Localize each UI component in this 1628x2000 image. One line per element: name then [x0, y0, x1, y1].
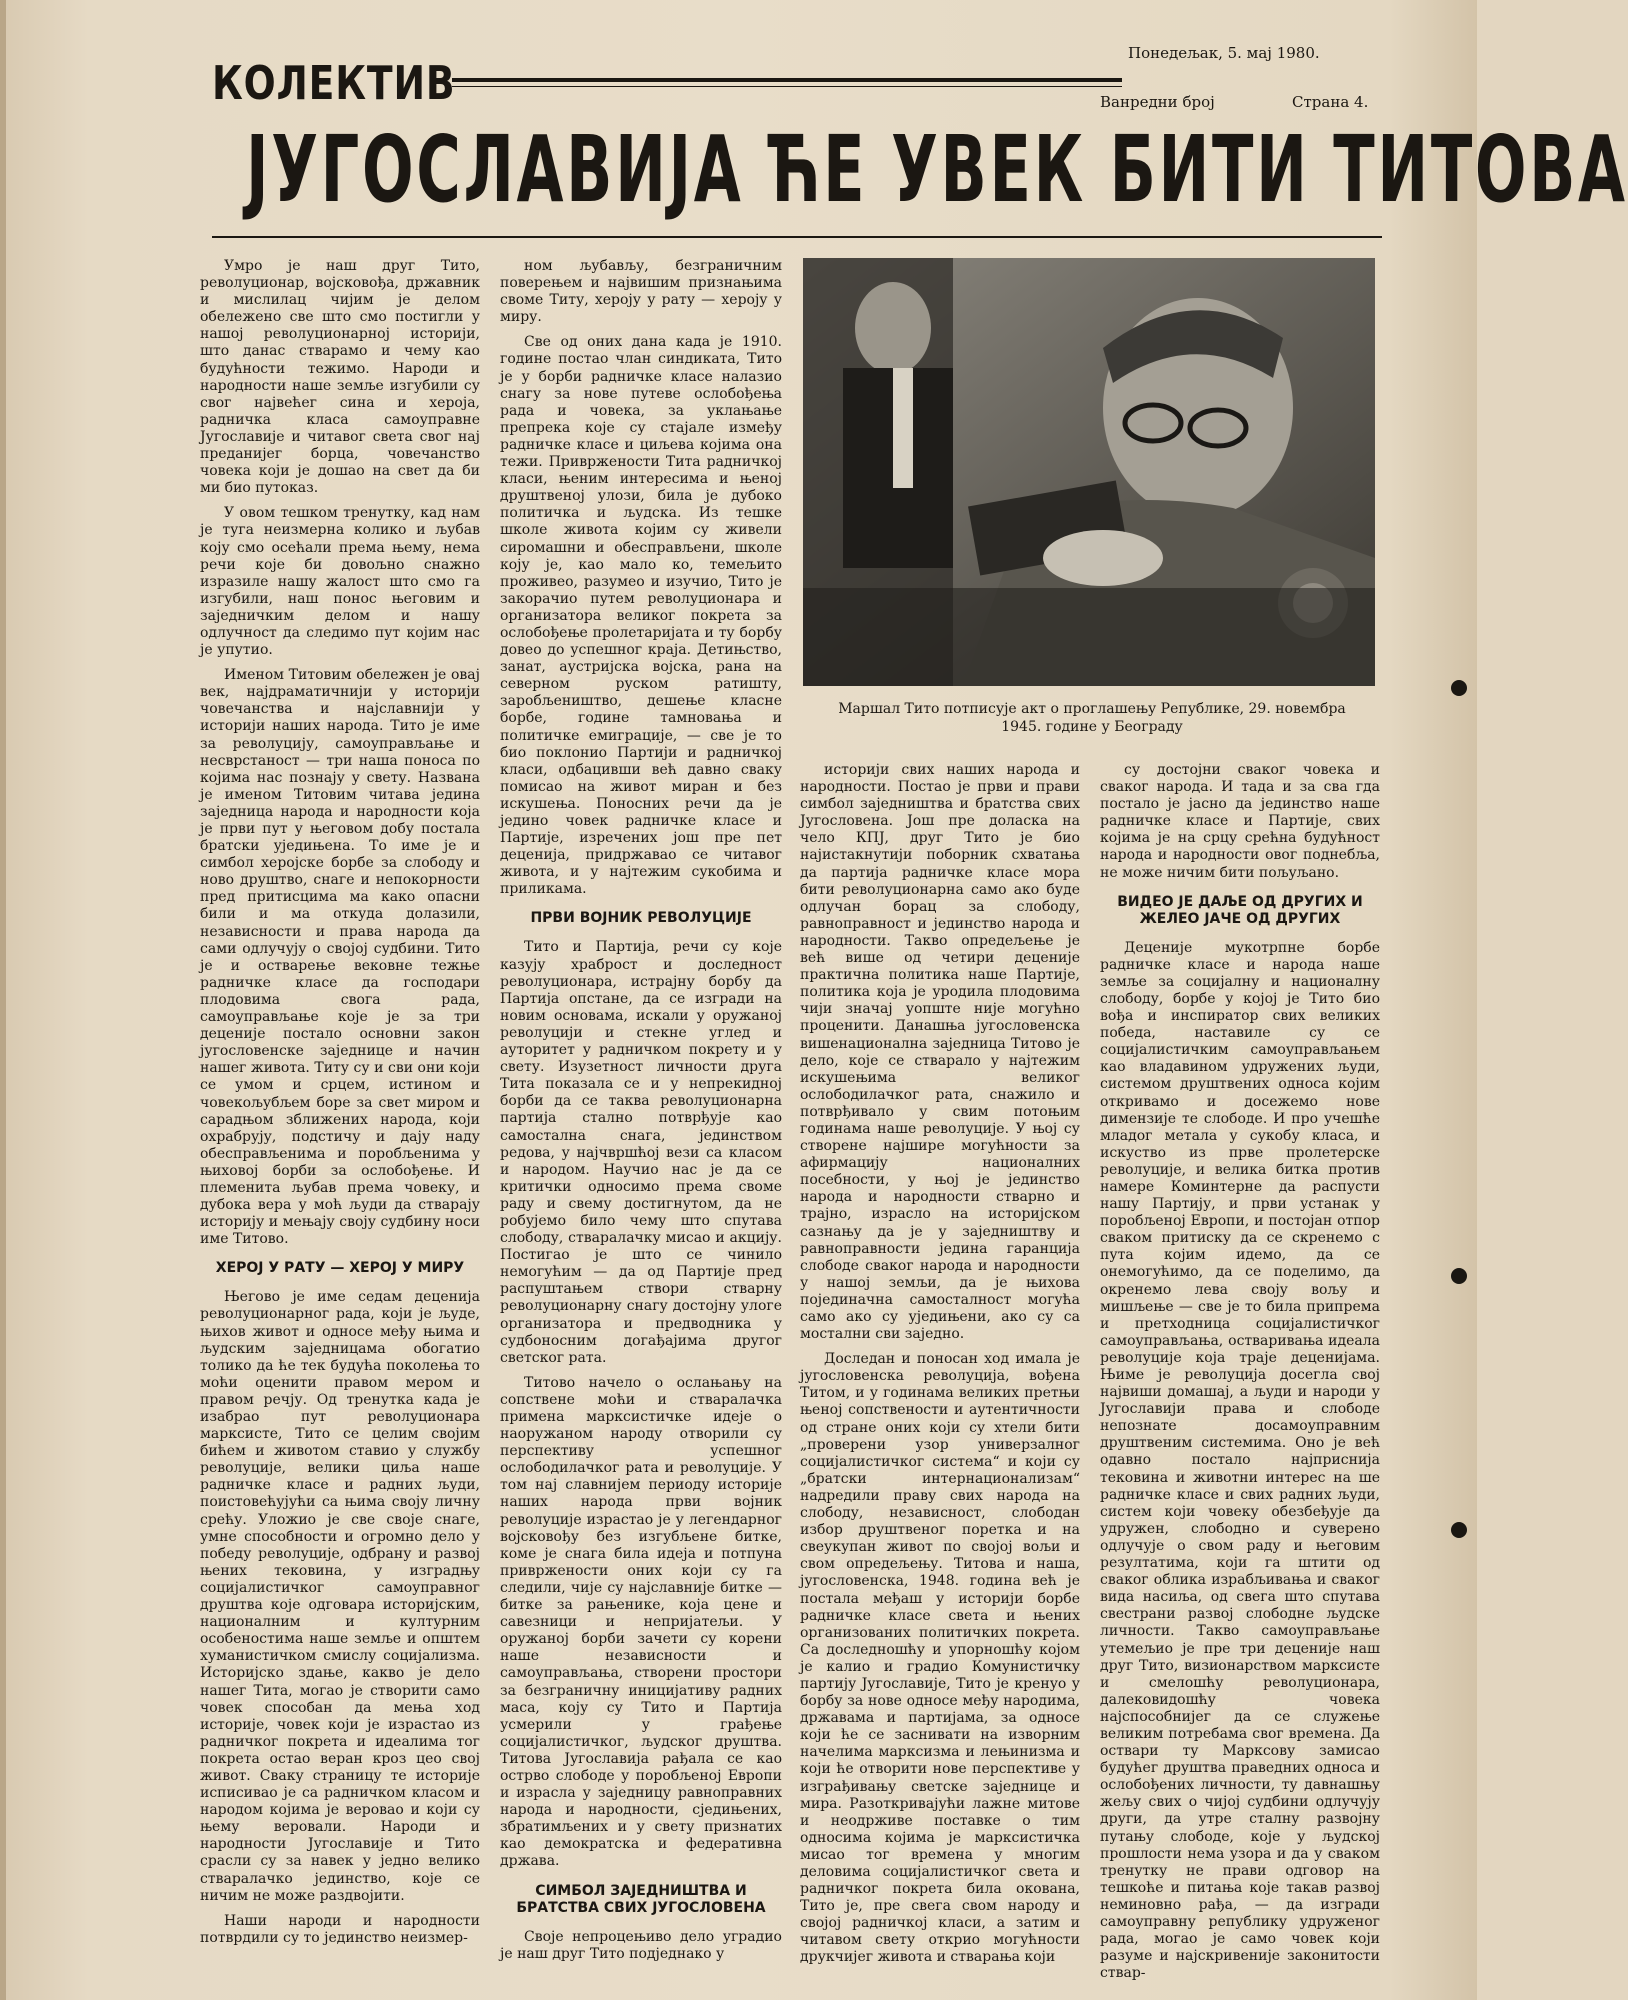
- paragraph: ном љубављу, безграничним поверењем и највишим признањима своме Титу, хероју у рату — хероју у миру.: [500, 258, 782, 326]
- masthead-title: КОЛЕКТИВ: [212, 56, 456, 110]
- paragraph: историји свих наших народа и народности. Постао је први и прави симбол заједништва и братства свих Југословена. Још пре доласка на чело КПЈ, друг Тито је био најистакнутији поборник схватања да партија радничке класе мора бити револуционарна само ако буде одлучан борац за слободу, равноправност и јединство народа и народности. Такво опредељење је већ више од четири деценије практична политика наше Партије, политика која је уродила плодовима чији значај уопште није могућно проценити. Данашња југословенска вишенационална заједница Титово је дело, које се стварало у најтежим искушењима великог ослободилачког рата, снажило и потврђивало у свим потоњим годинама наше револуције. У њој су створене најшире могућности за афирмацију националних посебности, у њој је јединство народа и народности стварно и трајно, израсло на историјском сазнању да је у заједништву и равноправности једина гаранција слободе сваког народа и народности у нашој земљи, да је њихова појединачна самосталност могућа само ако су уједињени, ако су са мостални сви заједно.: [800, 762, 1080, 1343]
- masthead-rule-thin: [452, 86, 1122, 87]
- paragraph: Његово је име седам деценија револуционарног рада, који је људе, њихов живот и односе међу њима и људским заједницама обогатио толико да ће тек будућа поколења то моћи оценити правом мером и правом речју. Од тренутка када је изабрао пут револуционара марксисте, Тито се целим својим бићем и животом ставио у службу револуције, велики циља наше радничке класе и радних људи, поистовећујући са њима своју личну срећу. Уложио је све своје снаге, умне способности и огромно дело у победу револуције, одбрану и развој њених тековина, у изградњу социјалистичког самоуправног друштва које одговара историјским, националним и културним особеностима наше земље и општем хуманистичком смислу социјализма. Историјско здање, какво је дело нашег Тита, могао је створити само човек способан да мења ход историје, човек који је израстао из радничког покрета и идеалима тог покрета остао веран кроз цео свој живот. Сваку страницу те историје исписивао је са радничком класом и народом којима је веровао и који су њему веровали. Народи и народности Југославије и Тито срасли су за навек у једно велико стваралачко јединство, које се ничим не може раздвојити.: [200, 1289, 480, 1904]
- paragraph: Деценије мукотрпне борбе радничке класе и народа наше земље за социјалну и националну слободу, борбе у којој је Тито био вођа и инспиратор свих великих победа, наставиле су се социјалистичким самоуправљањем као владавином удружених људи, системом друштвених односа којим откривамо и досежемо нове димензије те слободе. И про учешће младог метала у сукобу класа, и искуство из прве пролетерске револуције, и велика битка против намере Коминтерне да распусти нашу Партију, и први устанак у поробљеној Европи, и постојан отпор сваком притиску да се скренемо с пута којим идемо, да се онемогућимо, да се поделимо, да окренемо лева своју вољу и мишљење — све је то била припрема и претходница социјалистичког самоуправљања, остваривања идеала револуције која траје деценијама. Њиме је револуција досегла свој највиши домашај, а људи и народи у Југославији права и слободе непознате досамоуправним друштвеним системима. Оно је већ одавно постало најприснија тековина и животни интерес на ше радничке класе и свих радних људи, систем који човеку обезбеђује да удружен, слободно и суверено одлучује о свом раду и његовим резултатима, који га штити од сваког облика израбљивања и сваког вида насиља, од свега што спутава свестрани развој слободне људске личности. Такво самоуправљање утемељио је пре три деценије наш друг Тито, визионарством марксисте и смелошћу револуционара, далековидошћу човека најспособнијег да се служење великим потребама свог времена. Да оствари ту Марксову замисао будућег друштва праведних односа и ослобођених личности, ту давнашњу жељу свих о чијој судбини одлучују други, да утре сталну развојну путању слободе, које у људској прошлости нема узора и да у сваком тренутку не прави одговор на тешкоће и питања које такав развој неминовно рађа, — да изгради самоуправну републику удруженог рада, могао је само човек који разуме и најскривеније законитости ствар-: [1100, 939, 1380, 1982]
- paragraph: Доследан и поносан ход имала је југословенска револуција, вођена Титом, и у годинама великих претњи њеној сопствености и аутентичности од стране оних који су хтели бити „проверени узор универзалног социјалистичког система“ и који су „братски интернационализам“ надредили праву свих народа на слободу, независност, слободан избор друштвеног поретка и на свеукупан живот по својој вољи и свом опредељењу. Титова и наша, југословенска, 1948. година већ је постала међаш у историји борбе радничке класе света и њених организованих политичких покрета. Са доследношћу и упорношћу којом је калио и градио Комунистичку партију Југославије, Тито је кренуо у борбу за нове односе међу народима, државама и партијама, за односе који ће се заснивати на изворним начелима марксизма и лењинизма и који ће отворити нове перспективе у изграђивању светске заједнице и мира. Разоткривајући лажне митове и неодрживе поставке о тим односима којима је марксистичка мисао тог времена у многим деловима социјалистичког света и радничког покрета била окована, Тито је, пре свега свом народу и својој радничкој класи, а затим и читавом свету открио могућности друкчијег живота и стварања који: [800, 1351, 1080, 1966]
- article-column-1: [200, 258, 480, 1955]
- section-heading: СИМБОЛ ЗАЈЕДНИШТВА И БРАТСТВА СВИХ ЈУГОСЛОВЕНА: [516, 1882, 766, 1916]
- photo-caption: Маршал Тито потписује акт о проглашењу Републике, 29. новембра 1945. године у Београду: [838, 701, 1346, 735]
- paragraph: Тито и Партија, речи су које казују храброст и доследност револуционара, истрајну борбу да Партија опстане, да се изгради на новим основама, искали у оружаној револуцији и стекне углед и ауторитет у радничком покрету и у свету. Изузетност личности друга Тита показала се и у непрекидној борби да се таква револуционарна партија стално потврђује као самостална снага, јединством редова, у најчвршћој вези са класом и народом. Научио нас је да се критички односимо према своме раду и свему достигнутом, да не робујемо било чему што спутава слободу, стваралачку мисао и акцију. Постигао је што се чинило немогућим — да од Партије пред распуштањем створи стварну револуционарну снагу достојну улоге организатора и предводника у судбоносним догађајима другог светског рата.: [500, 939, 782, 1366]
- section-heading: ВИДЕО ЈЕ ДАЉЕ ОД ДРУГИХ И ЖЕЛЕО ЈАЧЕ ОД ДРУГИХ: [1117, 893, 1363, 927]
- article-column-3: [800, 762, 1080, 1975]
- paragraph: Умро је наш друг Тито, револуционар, војсковођа, државник и мислилац чијим је делом обележено све што смо постигли у нашој револуционарној историји, што данас стварамо и чему као будућности тежимо. Народи и народности наше земље изгубили су свог највећег сина и хероја, радничка класа самоуправне Југославије и читавог света свог нај преданијег борца, човечанство човека који је дошао на свет да би ми био путоказ.: [200, 258, 480, 497]
- article-column-4: [1100, 762, 1380, 1990]
- binder-hole-3: [1451, 1522, 1467, 1538]
- paragraph: Титово начело о ослањању на сопствене моћи и стваралачка примена марксистичке идеје о наоружаном народу отворили су перспективу успешног ослободилачког рата и револуције. У том нај славнијем периоду историје наших народа први војник револуције израстао је у легендарног војсковођу без изгубљене битке, коме је снага била идеја и потпуна привржености оних који су га следили, чије су најславније битке — битке за рањенике, која цене и савезници и непријатељи. У оружаној борби зачети су корени наше независности и самоуправљања, створени простори за безграничну иницијативу радних маса, коју су Тито и Партија усмерили у грађење социјалистичког, људског друштва. Титова Југославија рађала се као острво слободе у поробљеној Европи и израсла у заједницу равноправних народа и народности, сједињених, збратимљених и у свету признатих као демократска и федеративна држава.: [500, 1374, 782, 1870]
- paragraph: У овом тешком тренутку, кад нам је туга неизмерна колико и љубав коју смо осећали према њему, нема речи које би довољно снажно изразиле нашу жалост што смо га изгубили, наш понос његовим и заједничким делом и нашу одлучност да следимо пут којим нас је упутио.: [200, 505, 480, 659]
- section-heading: ХЕРОЈ У РАТУ — ХЕРОЈ У МИРУ: [215, 1260, 465, 1277]
- page-number: Страна 4.: [1292, 93, 1369, 111]
- paragraph: Именом Титовим обележен је овај век, најдраматичнији у историји човечанства и најславнији у историји наших народа. Тито је име за револуцију, самоуправљање и несврстаност — три наша поноса по којима нас познају у свету. Названа је именом Титовим читава једина заједница народа и народности која је први пут у његовом добу постала братски уједињена. То име је и симбол херојске борбе за слободу и ново друштво, снаге и непокорности пред притисцима ма како опасни били и ма откуда долазили, независности и права народа да сами одлучују о својој судбини. Тито је и остварење вековне тежње радничке класе да господари плодовима свога рада, самоуправљање које је за три деценије постало основни закон југословенске заједнице и начин нашег живота. Титу су и сви они који се умом и срцем, истином и човекољубљем боре за свет миром и сарадњом зближених народа, који охрабрују, подстичу и дају наду обесправљенима и поробљенима у њиховој борби за ослобођење. И племенита љубав према човеку, и дубока вера у моћ људи да стварају историју и мењају своју судбину носи име Титово.: [200, 667, 480, 1248]
- binder-hole-1: [1451, 680, 1467, 696]
- section-heading: ПРВИ ВОЈНИК РЕВОЛУЦИЈЕ: [530, 910, 752, 927]
- masthead-rule: [452, 78, 1122, 82]
- page-edge: [0, 0, 6, 2000]
- paragraph: су достојни сваког човека и сваког народа. И тада и за сва гда постало је јасно да јединство наше радничке класе и Партије, свих којима је на срцу срећна будућност народа и народности овог поднебља, не може ничим бити пољуљано.: [1100, 762, 1380, 881]
- issue-date: Понедељак, 5. мај 1980.: [1128, 44, 1320, 62]
- headline: ЈУГОСЛАВИЈА ЋЕ УВЕК БИТИ ТИТОВА: [246, 116, 1628, 223]
- article-column-2: [500, 258, 782, 1971]
- paragraph: Наши народи и народности потврдили су то јединство неизмер-: [200, 1912, 480, 1946]
- headline-rule: [212, 236, 1382, 238]
- photo-illustration: [803, 258, 1375, 686]
- binder-hole-2: [1451, 1268, 1467, 1284]
- paragraph: Све од оних дана када је 1910. године постао члан синдиката, Тито је у борби радничке класе налазио снагу за нове путеве ослобођења рада и човека, за уклањање препрека које су стајале између радничке класе и циљева којима она тежи. Привржености Тита радничкој класи, њеним интересима и њеној друштвеној улози, била је дубоко политичка и људска. Из тешке школе живота којим су живели сиромашни и обесправљени, школе коју је, као мало ко, темељито проживео, разумео и изучио, Тито је закорачио путем револуционара и организатора великог покрета за ослобођење пролетаријата и ту борбу довео до успешног краја. Детињство, занат, аустријска војска, рана на северном руском ратишту, заробљеништво, дешење класне борбе, године тамновања и политичке емиграције, — све је то био поклонио Партији и радничкој класи, одбацивши већ давно сваку помисао на живот миран и без искушења. Поносних речи да је једино човек радничке класе и Партије, изречених још пре пет деценија, придржавао се читавог живота, и у најтежим сукобима и приликама.: [500, 334, 782, 898]
- paragraph: Своје непроцењиво дело уградио је наш друг Тито подједнако у: [500, 1928, 782, 1962]
- tito-signing-photo: [803, 258, 1375, 686]
- issue-label: Ванредни број: [1100, 93, 1215, 111]
